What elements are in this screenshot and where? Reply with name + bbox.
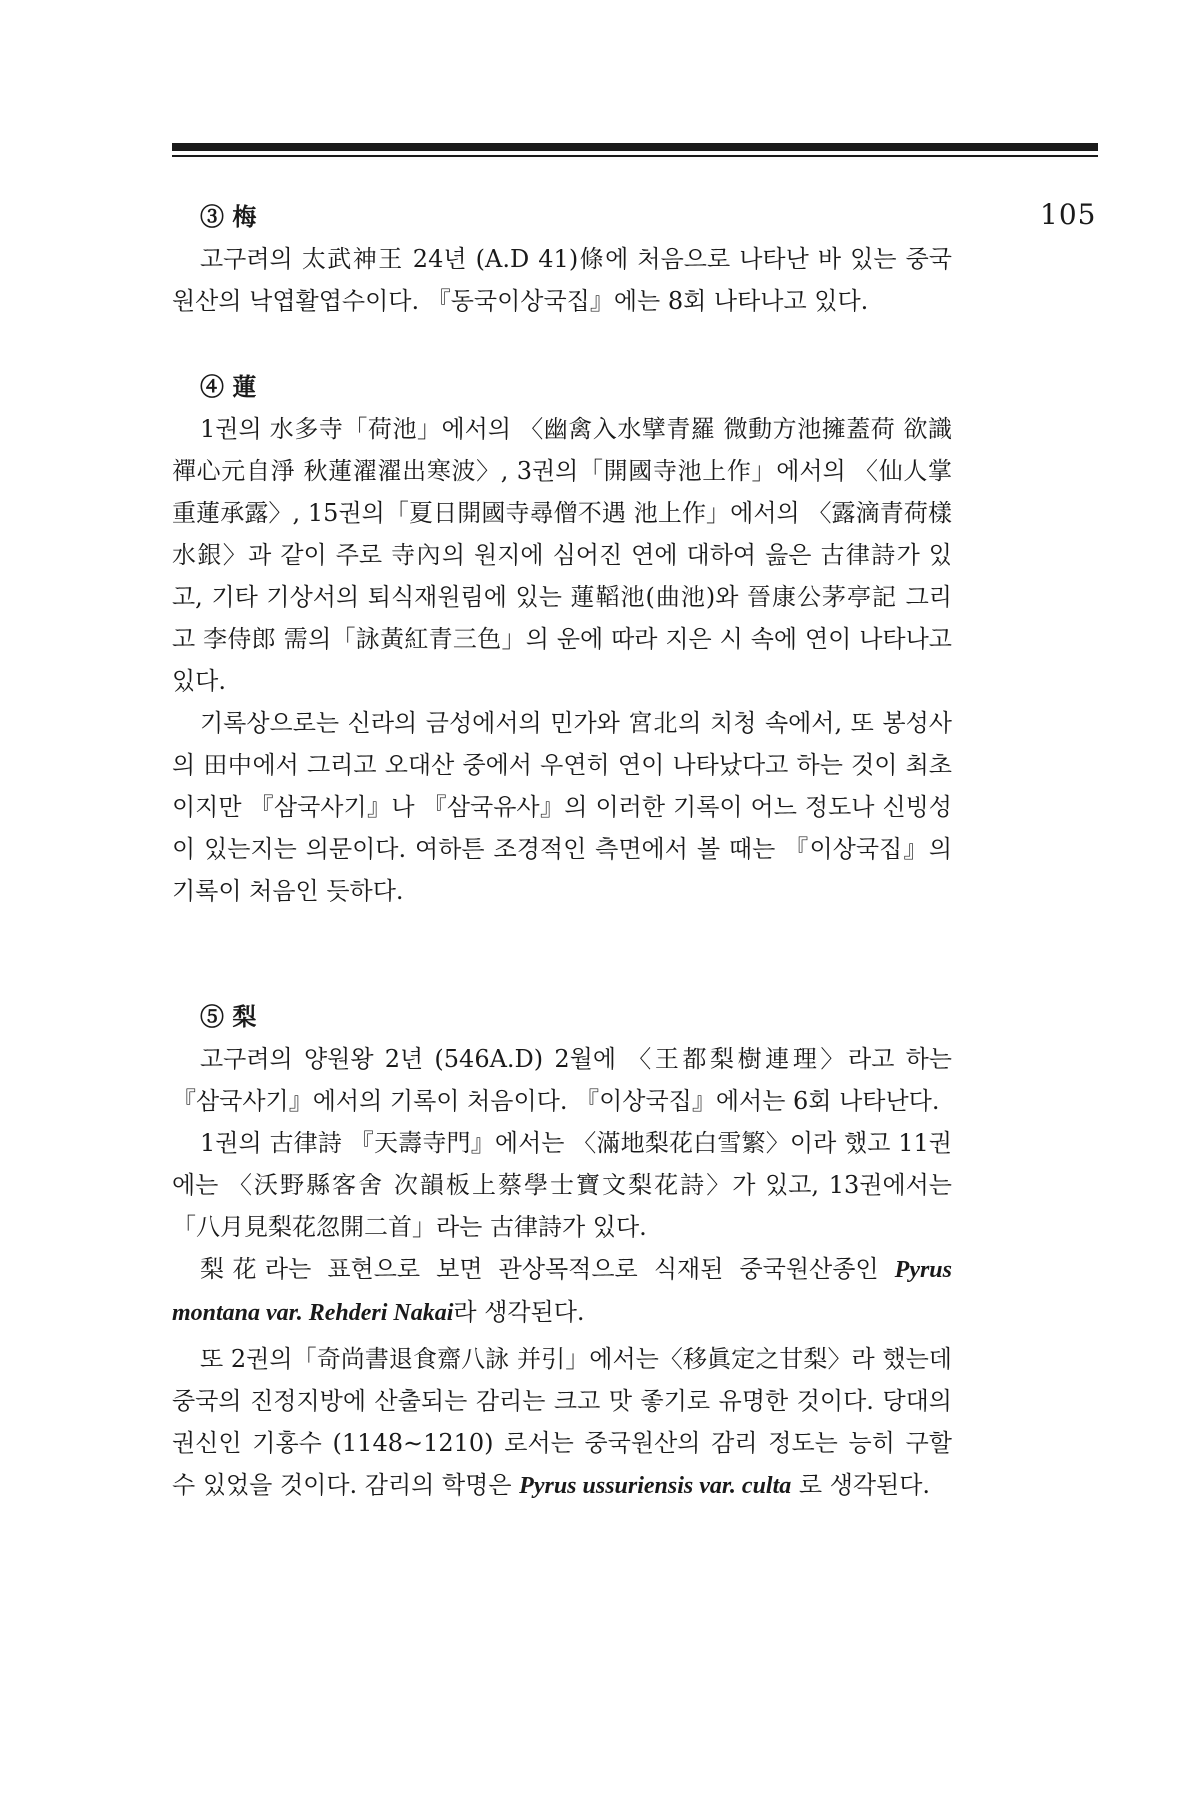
page-number: 105 <box>1040 198 1097 231</box>
page-body <box>172 196 952 1507</box>
paragraph-lotus-2: 기록상으로는 신라의 금성에서의 민가와 宮北의 치청 속에서, 또 봉성사의 田中에서 그리고 오대산 중에서 우연히 연이 나타났다고 하는 것이 최초이지만 『삼국사기』나 『삼국유사』의 이러한 기록이 어느 정도나 신빙성이 있는지는 의문이다. 여하튼 조경적인 측면에서 볼 때는 『이상국집』의 기록이 처음인 듯하다. <box>172 709 952 905</box>
paragraph-pear-4: 또 2권의「奇尚書退食齋八詠 并引」에서는〈移眞定之甘梨〉라 했는데 중국의 진정지방에 산출되는 감리는 크고 맛 좋기로 유명한 것이다. 당대의 권신인 기홍수 (1148∼1210) 로서는 중국원산의 감리 정도는 능히 구할 수 있었을 것이다. 감리의 학명은 Pyrus ussuriensis var. culta 로 생각된다. <box>172 1345 952 1499</box>
section-heading-plum: ③ 梅 <box>200 202 257 231</box>
section-heading-pear: ⑤ 梨 <box>200 1002 257 1031</box>
paragraph-pear-2: 1권의 古律詩 『天壽寺門』에서는 〈滿地梨花白雪繁〉이라 했고 11권에는 〈沃野縣客舍 次韻板上蔡學士寶文梨花詩〉가 있고, 13권에서는「八月見梨花忽開二首」라는 古律詩가 있다. <box>172 1129 952 1241</box>
paragraph-lotus-1: 1권의 水多寺「荷池」에서의 〈幽禽入水擘青羅 微動方池擁蓋荷 欲識禪心元自淨 秋蓮濯濯出寒波〉, 3권의「開國寺池上作」에서의 〈仙人掌重蓮承露〉, 15권의「夏日開國寺尋僧不遇 池上作」에서의 〈露滴青荷樣水銀〉과 같이 주로 寺內의 원지에 심어진 연에 대하여 읊은 古律詩가 있고, 기타 기상서의 퇴식재원림에 있는 蓮鞱池(曲池)와 晉康公茅亭記 그리고 李侍郎 需의「詠黃紅青三色」의 운에 따라 지은 시 속에 연이 나타나고 있다. <box>172 415 952 695</box>
section-heading-lotus: ④ 蓮 <box>200 372 257 401</box>
header-rule-thin <box>172 155 1098 157</box>
paragraph-pear-1: 고구려의 양원왕 2년 (546A.D) 2월에 〈王都梨樹連理〉라고 하는 『삼국사기』에서의 기록이 처음이다. 『이상국집』에서는 6회 나타난다. <box>172 1045 952 1115</box>
scientific-name-pyrus-ussuriensis: Pyrus ussuriensis var. culta <box>519 1473 792 1499</box>
paragraph-plum-1: 고구려의 太武神王 24년 (A.D 41)條에 처음으로 나타난 바 있는 중국원산의 낙엽활엽수이다. 『동국이상국집』에는 8회 나타나고 있다. <box>172 245 952 315</box>
scientific-name-pyrus-montana: Pyrus montana var. Rehderi Nakai <box>172 1257 952 1326</box>
header-rule-thick <box>172 143 1098 151</box>
paragraph-pear-3: 梨花라는 표현으로 보면 관상목적으로 식재된 중국원산종인 Pyrus montana var. Rehderi Nakai라 생각된다. <box>172 1255 952 1326</box>
